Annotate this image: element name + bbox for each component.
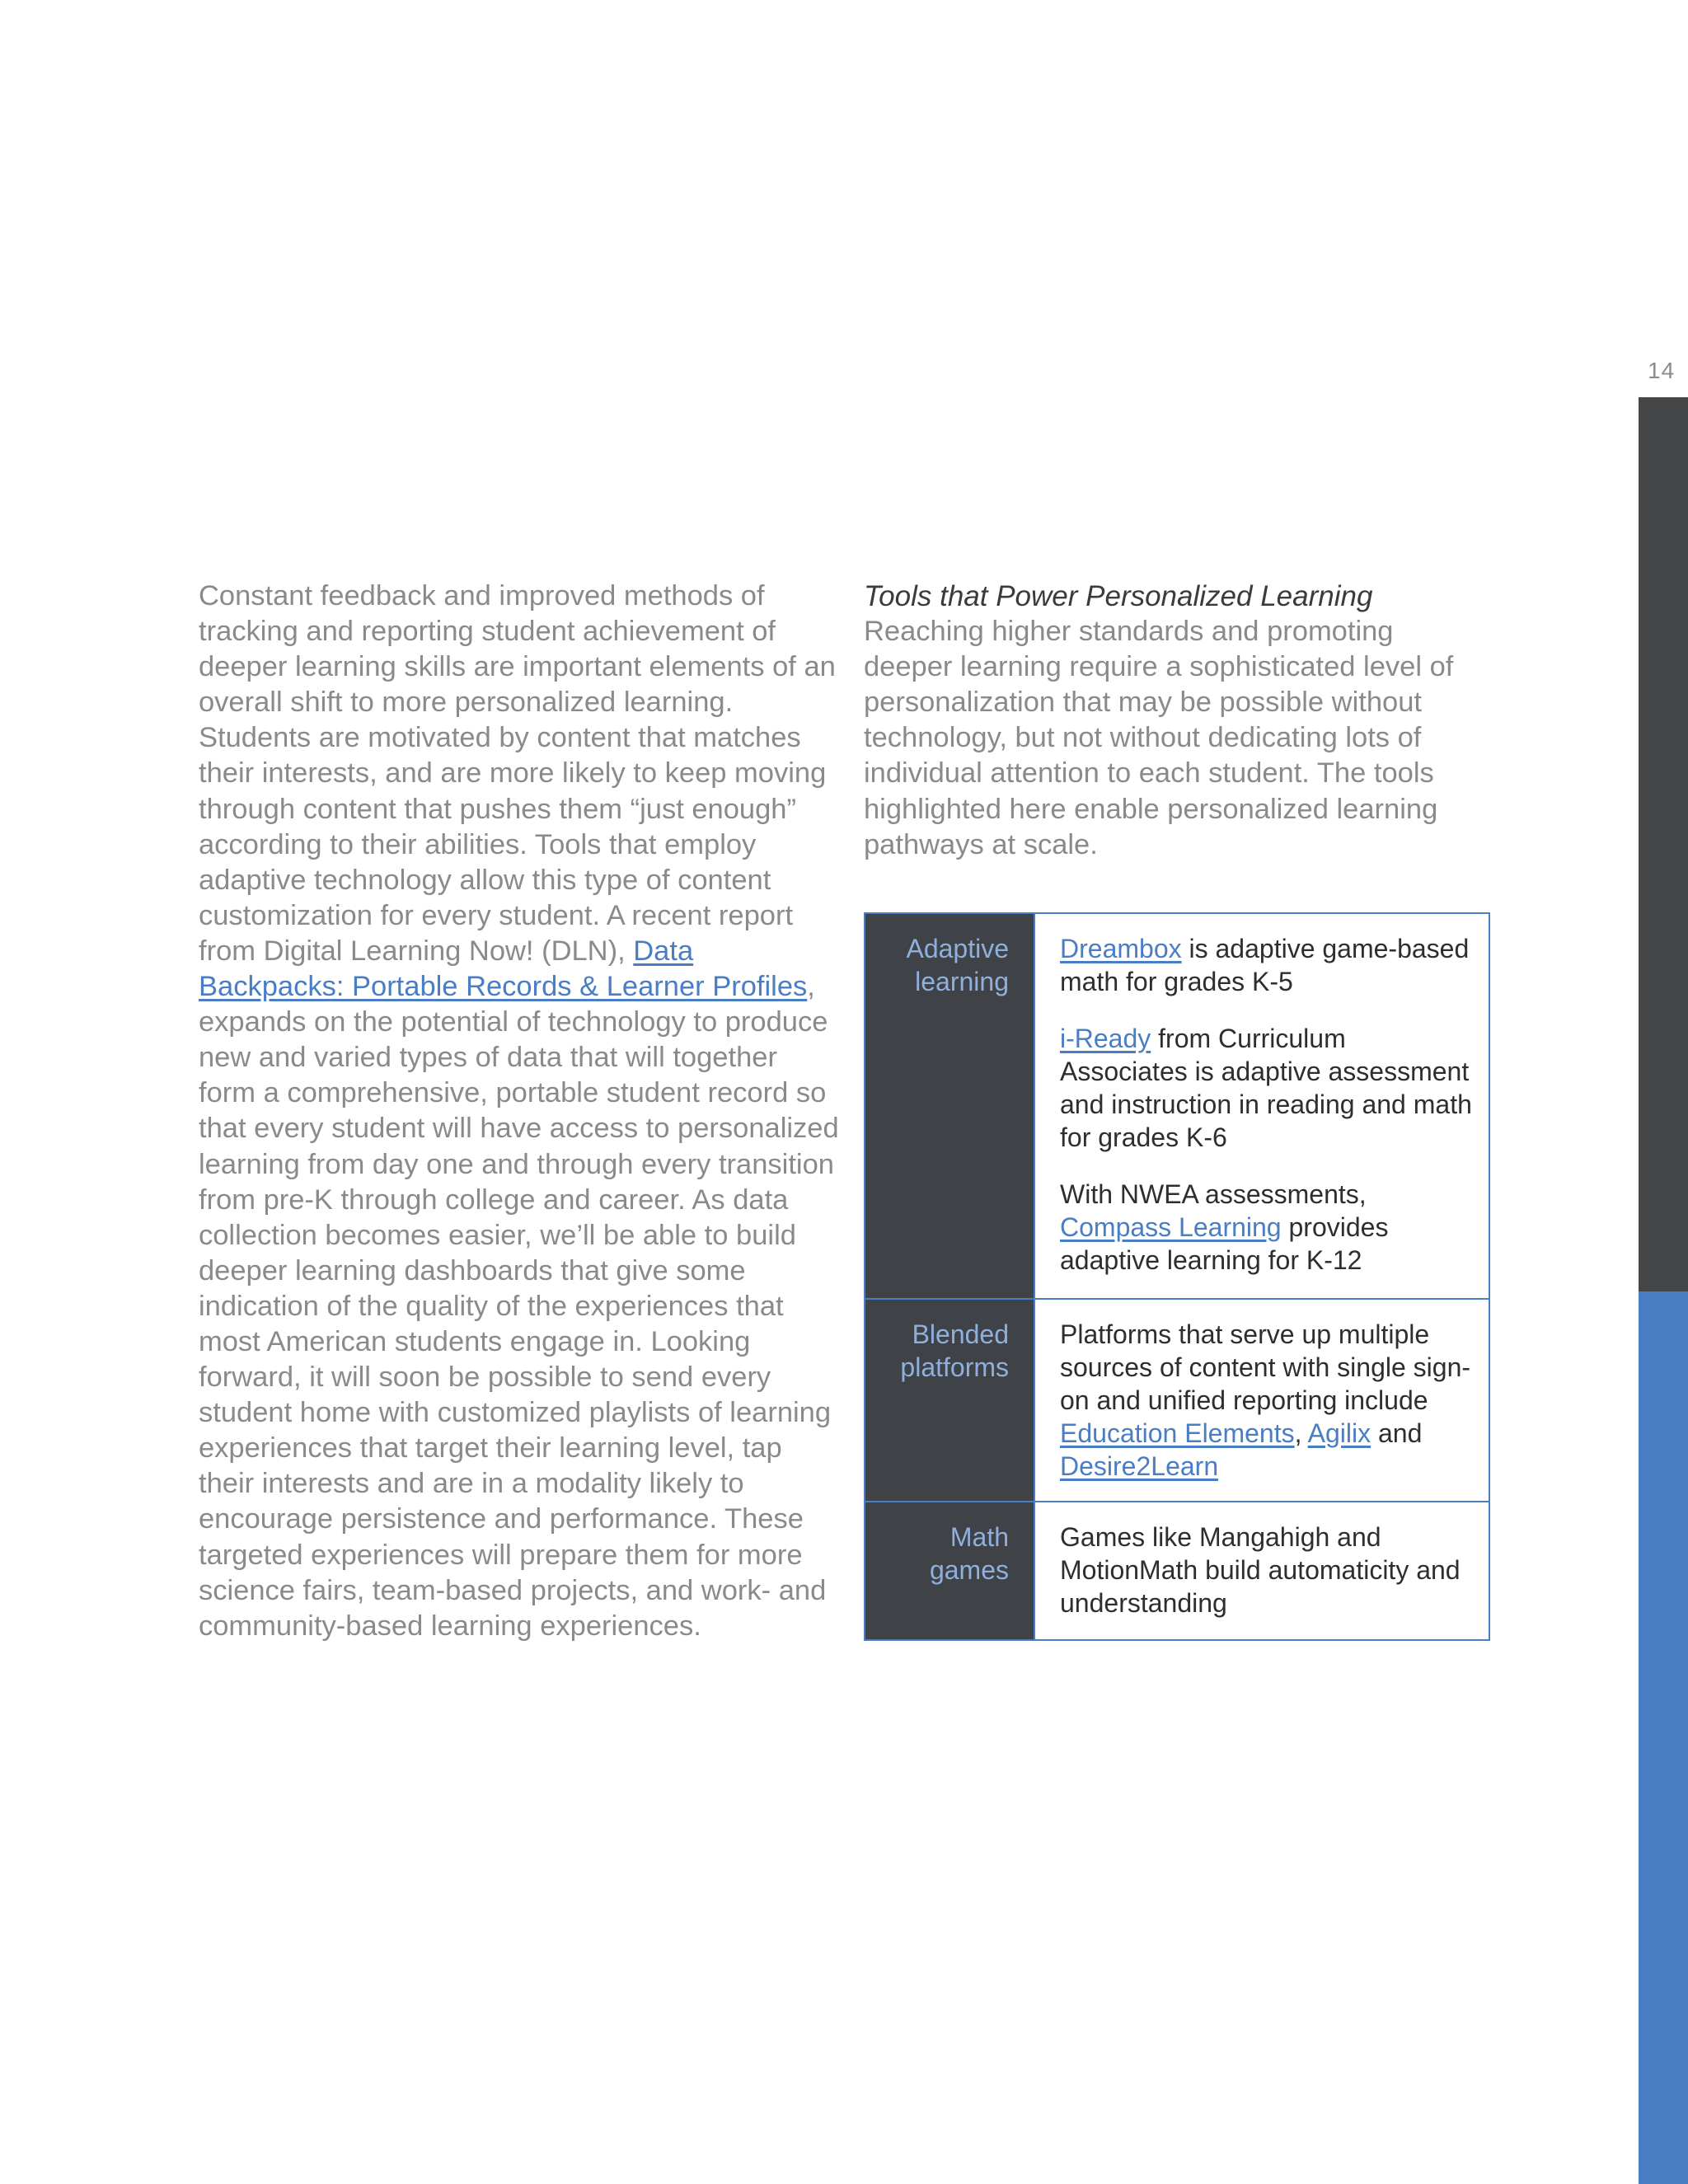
data-backpacks-link[interactable]: Data Backpacks: Portable Records & Learner Profiles: [199, 935, 808, 1003]
iready-link[interactable]: i-Ready: [1060, 1024, 1151, 1053]
table-row-math-games: [865, 1502, 1489, 1639]
tools-table: [864, 912, 1490, 1641]
tool-item-compass: [1060, 1178, 1474, 1277]
description-cell: [1035, 1502, 1489, 1639]
tool-description: With NWEA assessments,: [1060, 1179, 1367, 1209]
category-label: Math games: [929, 1522, 1009, 1585]
category-cell: [865, 1300, 1035, 1501]
compass-learning-link[interactable]: Compass Learning: [1060, 1212, 1282, 1242]
description-cell: [1035, 914, 1489, 1298]
side-bar-blue-segment: [1639, 1291, 1688, 2184]
category-cell: [865, 914, 1035, 1298]
tool-item-dreambox: [1060, 932, 1474, 998]
body-text-part2: , expands on the potential of technology to produce new and varied types of data that will together form a comprehensive, portable student record so that every student will have access to personalized learning from day one and through every transition from pre-K through college and career. As data collection becomes easier, we’ll be able to build deeper learning dashboards that give some indication of the quality of the experiences that most American students engage in. Looking forward, it will soon be possible to send every student home with customized playlists of learning experiences that target their learning level, tap their interests and are in a modality likely to encourage persistence and performance. These targeted experiences will prepare them for more science fairs, team-based projects, and work- and community-based learning experiences.: [199, 971, 839, 1642]
category-cell: [865, 1502, 1035, 1639]
table-row-adaptive-learning: [865, 914, 1489, 1300]
tool-item-math-games: Games like Mangahigh and MotionMath build automaticity and understanding: [1060, 1522, 1461, 1618]
description-cell: [1035, 1300, 1489, 1501]
tool-description: from Curriculum Associates is adaptive assessment and instruction in reading and math for grades K-6: [1060, 1024, 1472, 1152]
tool-item-iready: [1060, 1022, 1474, 1154]
body-text-part1: Constant feedback and improved methods of tracking and reporting student achievement of deeper learning skills are important elements of an overall shift to more personalized learning. Students are motivated by content that matches their interests, and are more likely to keep moving through content that pushes them “just enough” according to their abilities. Tools that employ adaptive technology allow this type of content customization for every student. A recent report from Digital Learning Now! (DLN),: [199, 580, 836, 967]
table-row-blended-platforms: [865, 1300, 1489, 1502]
tool-description: is adaptive game-based math for grades K-5: [1060, 934, 1470, 996]
body-paragraph: [199, 579, 842, 1644]
page-number: 14: [1648, 358, 1676, 383]
desire2learn-link[interactable]: Desire2Learn: [1060, 1451, 1219, 1481]
intro-paragraph: Reaching higher standards and promoting deeper learning require a sophisticated level of personalization that may be possible without technology, but not without dedicating lots of individual attention to each student. The tools highlighted here enable personalized learning pathways at scale.: [864, 616, 1454, 860]
tool-description: Platforms that serve up multiple sources of content with single sign-on and unified reporting include: [1060, 1319, 1471, 1415]
right-column: [864, 579, 1465, 863]
agilix-link[interactable]: Agilix: [1307, 1418, 1372, 1448]
category-label: Blended platforms: [900, 1319, 1009, 1382]
tool-description: provides adaptive learning for K-12: [1060, 1212, 1389, 1275]
side-bar-dark-segment: [1639, 397, 1688, 1291]
category-label: Adaptive learning: [906, 934, 1009, 996]
separator-text: ,: [1294, 1418, 1308, 1448]
education-elements-link[interactable]: Education Elements: [1060, 1418, 1295, 1448]
left-column: [199, 579, 842, 1644]
tool-item-platforms: [1060, 1318, 1474, 1483]
separator-text: and: [1371, 1418, 1423, 1448]
section-heading: Tools that Power Personalized Learning: [864, 580, 1373, 612]
dreambox-link[interactable]: Dreambox: [1060, 934, 1182, 963]
